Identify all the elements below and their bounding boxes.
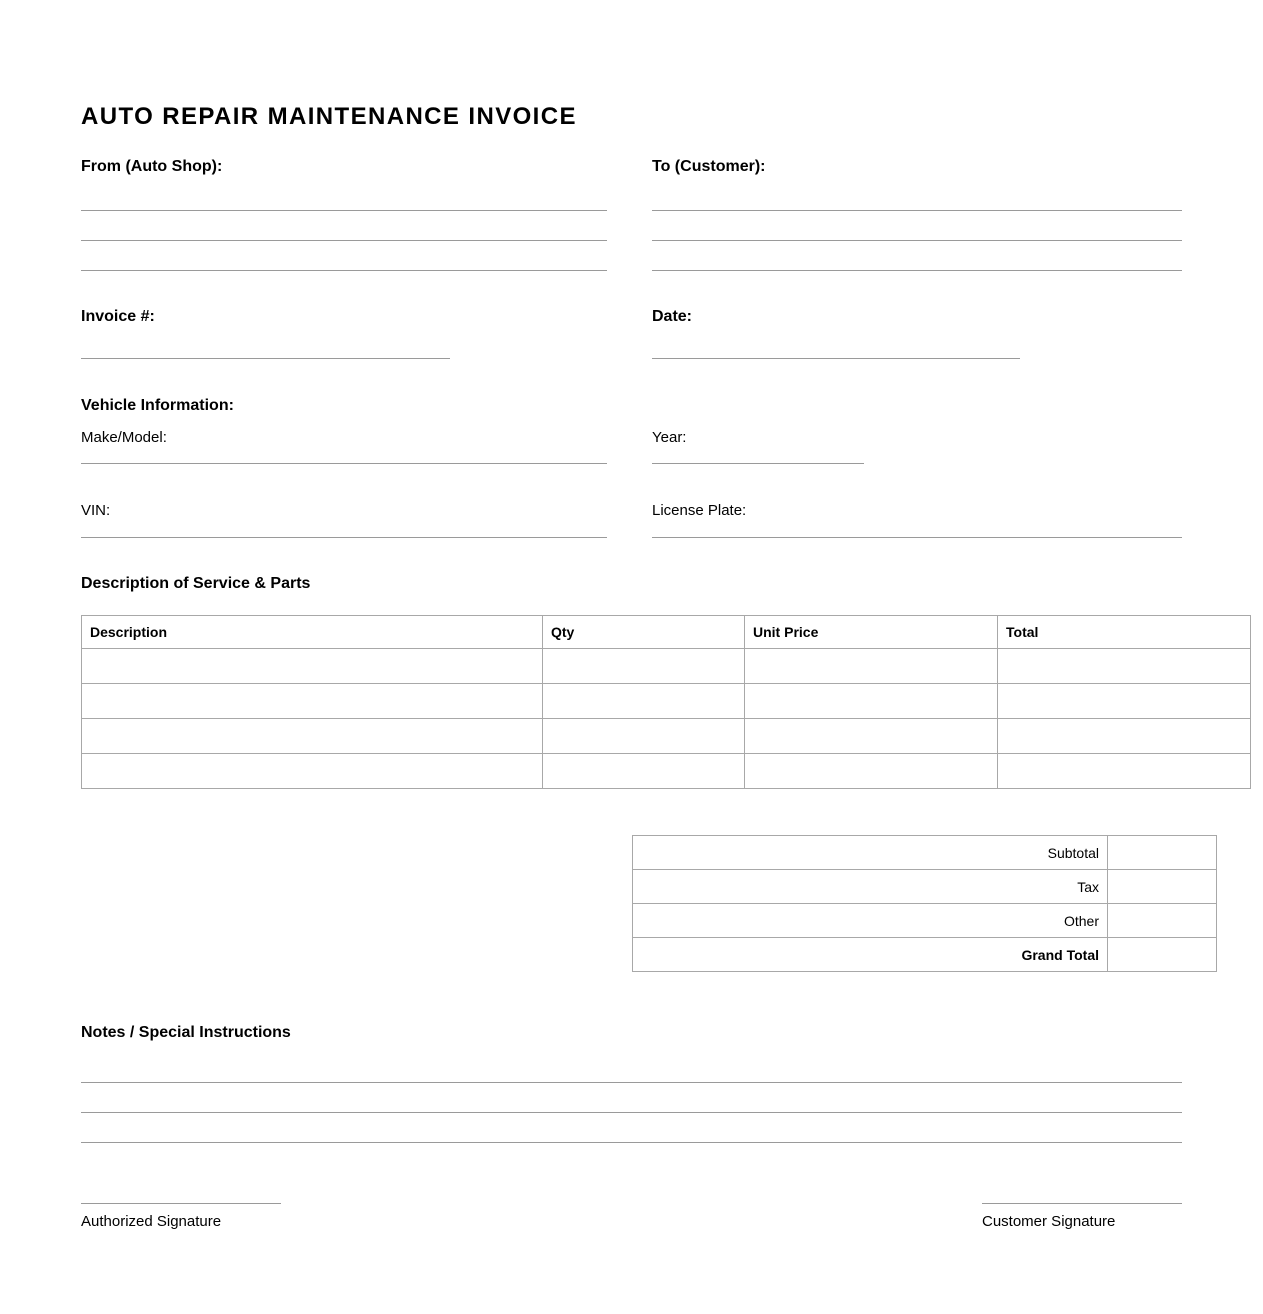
invoice-number-label: Invoice #: — [81, 308, 155, 325]
cell-description[interactable] — [82, 684, 543, 719]
notes-heading: Notes / Special Instructions — [81, 1024, 291, 1041]
page-title: AUTO REPAIR MAINTENANCE INVOICE — [81, 103, 577, 130]
totals-table — [632, 835, 1217, 972]
totals-row-subtotal — [633, 836, 1217, 870]
to-address-line-1[interactable] — [652, 210, 1182, 211]
to-address-line-3[interactable] — [652, 270, 1182, 271]
other-label: Other — [633, 904, 1108, 938]
table-row — [82, 719, 1251, 754]
cell-description[interactable] — [82, 754, 543, 789]
cell-description[interactable] — [82, 719, 543, 754]
date-label: Date: — [652, 308, 693, 325]
tax-label: Tax — [633, 870, 1108, 904]
to-address-line-2[interactable] — [652, 240, 1182, 241]
authorized-signature-label: Authorized Signature — [81, 1213, 222, 1230]
invoice-page — [81, 0, 1182, 1314]
cell-unit-price[interactable] — [745, 754, 998, 789]
license-plate-input[interactable] — [652, 537, 1182, 538]
tax-value[interactable] — [1108, 870, 1217, 904]
to-customer-label: To (Customer): — [652, 158, 766, 175]
totals-row-other — [633, 904, 1217, 938]
cell-qty[interactable] — [543, 684, 745, 719]
cell-qty[interactable] — [543, 719, 745, 754]
from-auto-shop-label: From (Auto Shop): — [81, 158, 223, 175]
vin-label: VIN: — [81, 502, 111, 519]
from-address-line-3[interactable] — [81, 270, 607, 271]
invoice-number-input[interactable] — [81, 358, 450, 359]
cell-total[interactable] — [998, 719, 1251, 754]
column-header-unit-price: Unit Price — [745, 616, 998, 649]
grand-total-label: Grand Total — [633, 938, 1108, 972]
cell-description[interactable] — [82, 649, 543, 684]
from-address-line-2[interactable] — [81, 240, 607, 241]
cell-unit-price[interactable] — [745, 649, 998, 684]
table-header-row — [82, 616, 1251, 649]
column-header-qty: Qty — [543, 616, 745, 649]
vin-input[interactable] — [81, 537, 607, 538]
date-input[interactable] — [652, 358, 1020, 359]
column-header-description: Description — [82, 616, 543, 649]
grand-total-value[interactable] — [1108, 938, 1217, 972]
authorized-signature-line[interactable] — [81, 1203, 281, 1204]
services-table — [81, 615, 1251, 789]
notes-line-1[interactable] — [81, 1082, 1182, 1083]
cell-total[interactable] — [998, 754, 1251, 789]
customer-signature-line[interactable] — [982, 1203, 1182, 1204]
other-value[interactable] — [1108, 904, 1217, 938]
totals-row-grand-total — [633, 938, 1217, 972]
table-row — [82, 754, 1251, 789]
cell-unit-price[interactable] — [745, 684, 998, 719]
table-row — [82, 649, 1251, 684]
make-model-label: Make/Model: — [81, 429, 167, 446]
column-header-total: Total — [998, 616, 1251, 649]
cell-unit-price[interactable] — [745, 719, 998, 754]
year-input[interactable] — [652, 463, 864, 464]
vehicle-information-heading: Vehicle Information: — [81, 397, 234, 414]
license-plate-label: License Plate: — [652, 502, 747, 519]
customer-signature-label: Customer Signature — [982, 1213, 1116, 1230]
from-address-line-1[interactable] — [81, 210, 607, 211]
cell-total[interactable] — [998, 684, 1251, 719]
notes-line-3[interactable] — [81, 1142, 1182, 1143]
notes-line-2[interactable] — [81, 1112, 1182, 1113]
year-label: Year: — [652, 429, 687, 446]
cell-total[interactable] — [998, 649, 1251, 684]
cell-qty[interactable] — [543, 649, 745, 684]
table-row — [82, 684, 1251, 719]
cell-qty[interactable] — [543, 754, 745, 789]
subtotal-label: Subtotal — [633, 836, 1108, 870]
services-heading: Description of Service & Parts — [81, 575, 311, 592]
make-model-input[interactable] — [81, 463, 607, 464]
subtotal-value[interactable] — [1108, 836, 1217, 870]
totals-row-tax — [633, 870, 1217, 904]
